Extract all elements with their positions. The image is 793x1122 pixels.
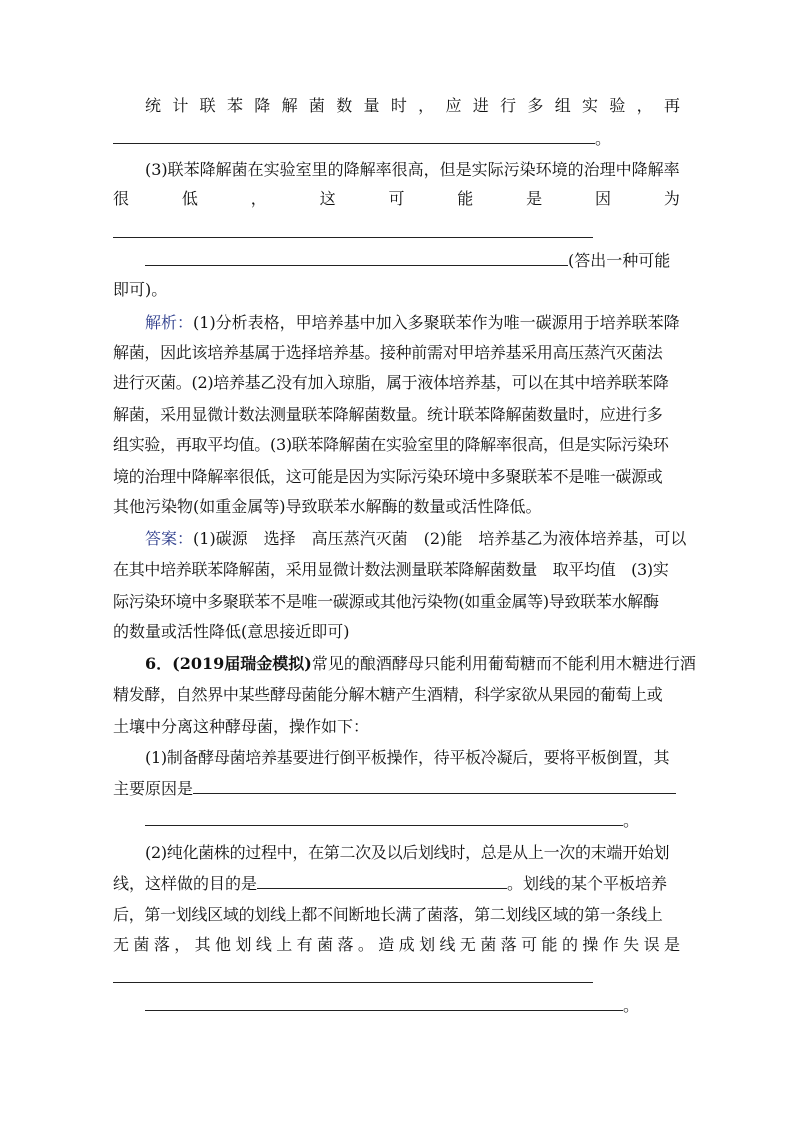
q6-p2-line3: 后，第一划线区域的划线上都不间断地长满了菌落，第二划线区域的第一条线上 [113, 905, 663, 924]
q6-line-3: 土壤中分离这种酵母菌，操作如下： [113, 717, 370, 736]
char: 行 [500, 96, 517, 115]
analysis-text: (1)分析表格，甲培养基中加入多聚联苯作为唯一碳源用于培养联苯降 [193, 313, 680, 332]
char: 联 [199, 96, 216, 115]
char: 落 [153, 935, 170, 954]
char: 落 [337, 935, 354, 954]
char: 失 [623, 935, 640, 954]
q6-p1-line2 [113, 778, 680, 799]
char: 是 [526, 189, 543, 208]
answer-text: (1)碳源 选择 高压蒸汽灭菌 (2)能 培养基乙为液体培养基，可以 [193, 529, 687, 548]
answer-blank-rule[interactable] [113, 982, 593, 983]
char: ， [250, 189, 267, 208]
char: 验 [609, 96, 626, 115]
char: 为 [663, 189, 680, 208]
analysis-label: 解析： [145, 313, 194, 332]
char: 划 [419, 935, 436, 954]
q5-p3-line4 [145, 250, 685, 271]
char: 的 [561, 935, 578, 954]
char: 线 [439, 935, 456, 954]
char: 。 [357, 935, 374, 954]
char: 量 [363, 96, 380, 115]
char: 划 [235, 935, 252, 954]
char: 线 [255, 935, 272, 954]
q6-p1-line1: (1)制备酵母菌培养基要进行倒平板操作，待平板冷凝后，要将平板倒置，其 [145, 748, 670, 767]
char: 无 [459, 935, 476, 954]
char: 有 [296, 935, 313, 954]
analysis-line-6: 境的治理中降解率很低，这可能是因为实际污染环境中多聚联苯不是唯一碳源或 [113, 467, 663, 486]
char: 菌 [480, 935, 497, 954]
char: 苯 [226, 96, 243, 115]
answer-blank[interactable] [145, 810, 623, 826]
period: 。 [623, 811, 640, 830]
answer-line-3: 际污染环境中多聚联苯不是唯一碳源或其他污染物(如重金属等)导致联苯水解酶 [113, 592, 659, 611]
q6-p2-line2-tail: 。划线的某个平板培养 [507, 874, 668, 893]
answer-line-4: 的数量或活性降低(意思接近即可) [113, 622, 350, 641]
answer-blank[interactable] [145, 250, 568, 266]
char: 能 [541, 935, 558, 954]
period: 。 [595, 129, 612, 148]
char: 多 [527, 96, 544, 115]
char: 菌 [133, 935, 150, 954]
q6-p2-line6 [145, 995, 685, 1016]
q6-line-1-text: 常见的酿酒酵母只能利用葡萄糖而不能利用木糖进行酒 [311, 654, 696, 673]
q5-line-stats [145, 96, 680, 116]
q5-p3-line4-tail: (答出一种可能 [568, 251, 671, 270]
char: 无 [113, 935, 130, 954]
question-number: 6． [145, 654, 173, 673]
char: 上 [276, 935, 293, 954]
q6-p1-line2-text: 主要原因是 [113, 779, 194, 798]
q6-p2-line4 [113, 935, 680, 955]
char: 时 [390, 96, 407, 115]
char: 解 [281, 96, 298, 115]
char: 操 [582, 935, 599, 954]
q5-p3-line5: 即可)。 [113, 280, 168, 299]
char: 低 [181, 189, 198, 208]
char: 进 [472, 96, 489, 115]
char: 菌 [317, 935, 334, 954]
char: 可 [388, 189, 405, 208]
char: 降 [254, 96, 271, 115]
q5-blank-line [113, 128, 680, 149]
char: 是 [663, 935, 680, 954]
char: 应 [445, 96, 462, 115]
char: 这 [319, 189, 336, 208]
analysis-line-4: 解菌，采用显微计数法测量联苯降解菌数量。统计联苯降解菌数量时，应进行多 [113, 405, 663, 424]
char: 其 [194, 935, 211, 954]
analysis-line-5: 组实验，再取平均值。(3)联苯降解菌在实验室里的降解率很高，但是实际污染环 [113, 435, 669, 454]
q6-line-2: 精发酵，自然界中某些酵母菌能分解木糖产生酒精，科学家欲从果园的葡萄上或 [113, 685, 663, 704]
char: 很 [113, 189, 130, 208]
char: 落 [500, 935, 517, 954]
char: 能 [457, 189, 474, 208]
char: 组 [554, 96, 571, 115]
answer-line-2: 在其中培养联苯降解菌，采用显微计数法测量联苯降解菌数量 取平均值 (3)实 [113, 560, 669, 579]
char: ， [418, 96, 435, 115]
q6-line-1 [145, 654, 696, 674]
question-source: (2019届瑞金模拟) [172, 654, 312, 673]
char: 可 [521, 935, 538, 954]
q6-p2-line2-text: 线，这样做的目的是 [113, 874, 258, 893]
answer-blank[interactable] [145, 995, 623, 1011]
period: 。 [623, 996, 640, 1015]
char: 菌 [308, 96, 325, 115]
char: 他 [215, 935, 232, 954]
char: 数 [336, 96, 353, 115]
answer-label: 答案： [145, 529, 194, 548]
char: 因 [595, 189, 612, 208]
char: 成 [398, 935, 415, 954]
char: 统 [145, 96, 162, 115]
char: 造 [378, 935, 395, 954]
char: 作 [602, 935, 619, 954]
q6-p2-line1: (2)纯化菌株的过程中，在第二次及以后划线时，总是从上一次的末端开始划 [145, 843, 670, 862]
char: 计 [172, 96, 189, 115]
q5-p3-line1: (3)联苯降解菌在实验室里的降解率很高，但是实际污染环境的治理中降解率 [145, 160, 680, 179]
answer-blank-rule[interactable] [113, 237, 593, 238]
answer-blank[interactable] [193, 778, 676, 794]
char: 误 [643, 935, 660, 954]
char: 再 [663, 96, 680, 115]
analysis-line-2: 解菌，因此该培养基属于选择培养基。接种前需对甲培养基采用高压蒸汽灭菌法 [113, 343, 663, 362]
analysis-line-7: 其他污染物(如重金属等)导致联苯水解酶的数量或活性降低。 [113, 497, 542, 516]
char: 实 [582, 96, 599, 115]
char: ， [174, 935, 191, 954]
char: ， [636, 96, 653, 115]
analysis-line-3: 进行灭菌。(2)培养基乙没有加入琼脂，属于液体培养基，可以在其中培养联苯降 [113, 373, 669, 392]
answer-line-1 [145, 529, 685, 549]
q5-p3-line2 [113, 189, 680, 209]
q6-p2-line2 [113, 873, 680, 894]
analysis-line-1 [145, 313, 685, 333]
answer-blank[interactable] [113, 128, 595, 144]
answer-blank[interactable] [257, 873, 507, 889]
q6-p1-line3 [145, 810, 685, 831]
